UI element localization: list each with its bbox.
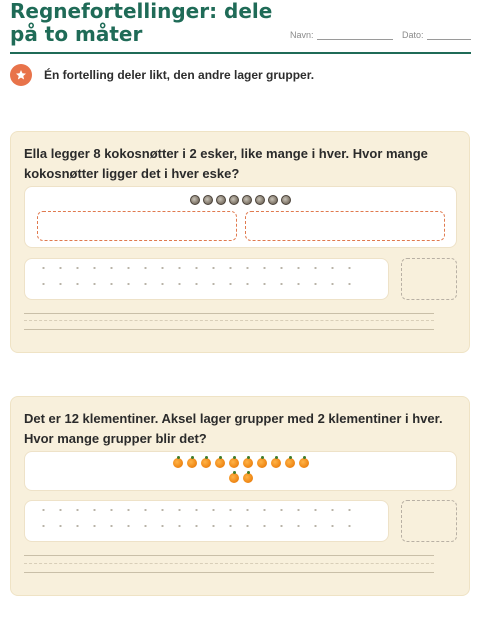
date-line	[427, 31, 471, 40]
coconut-icon	[229, 195, 239, 205]
clementine-row	[25, 473, 456, 486]
clementine-icon	[173, 458, 183, 468]
coconut-icon	[255, 195, 265, 205]
worksheet-header	[10, 0, 472, 54]
group-box-1[interactable]	[37, 211, 237, 241]
coconut-icon	[203, 195, 213, 205]
work-area[interactable]	[24, 500, 389, 542]
intro-instruction	[10, 63, 314, 87]
header-divider	[10, 52, 471, 54]
group-box-2[interactable]	[245, 211, 445, 241]
clementine-icon	[229, 458, 239, 468]
name-line	[317, 31, 393, 40]
task-question: Det er 12 klementiner. Aksel lager grupper med 2 klementiner i hver. Hvor mange grupper blir det?	[24, 411, 443, 446]
dot-grid-row	[35, 525, 355, 527]
page-title: Regnefortellinger: dele på to måter	[10, 0, 273, 46]
dot-grid-row	[35, 283, 355, 285]
clementine-icon	[215, 458, 225, 468]
task-card-1	[10, 131, 470, 353]
answer-box[interactable]	[401, 258, 457, 300]
work-area[interactable]	[24, 258, 389, 300]
clementine-row	[25, 458, 456, 471]
clementine-icon	[271, 458, 281, 468]
name-label: Navn:	[290, 30, 314, 40]
clementine-icon	[201, 458, 211, 468]
task-question: Ella legger 8 kokosnøtter i 2 esker, like mange i hver. Hvor mange kokosnøtter ligger det i hver eske?	[24, 146, 428, 181]
clementine-icon	[187, 458, 197, 468]
date-label: Dato:	[402, 30, 424, 40]
writing-midline	[24, 320, 434, 321]
coconut-row	[25, 195, 456, 208]
clementine-icon	[257, 458, 267, 468]
clementine-icon	[229, 473, 239, 483]
picture-box	[24, 186, 457, 248]
picture-box	[24, 451, 457, 491]
clementine-icon	[243, 473, 253, 483]
star-icon	[10, 64, 32, 86]
coconut-icon	[268, 195, 278, 205]
coconut-icon	[281, 195, 291, 205]
writing-line[interactable]	[24, 329, 434, 330]
writing-midline	[24, 563, 434, 564]
coconut-icon	[216, 195, 226, 205]
dot-grid-row	[35, 509, 355, 511]
writing-line[interactable]	[24, 313, 434, 314]
clementine-icon	[299, 458, 309, 468]
intro-text: Én fortelling deler likt, den andre lager grupper.	[44, 68, 315, 82]
clementine-icon	[243, 458, 253, 468]
coconut-icon	[242, 195, 252, 205]
dot-grid-row	[35, 267, 355, 269]
date-field[interactable]	[402, 30, 471, 40]
task-card-2	[10, 396, 470, 596]
name-field[interactable]	[290, 30, 393, 40]
coconut-icon	[190, 195, 200, 205]
writing-line[interactable]	[24, 572, 434, 573]
writing-line[interactable]	[24, 555, 434, 556]
clementine-icon	[285, 458, 295, 468]
answer-box[interactable]	[401, 500, 457, 542]
